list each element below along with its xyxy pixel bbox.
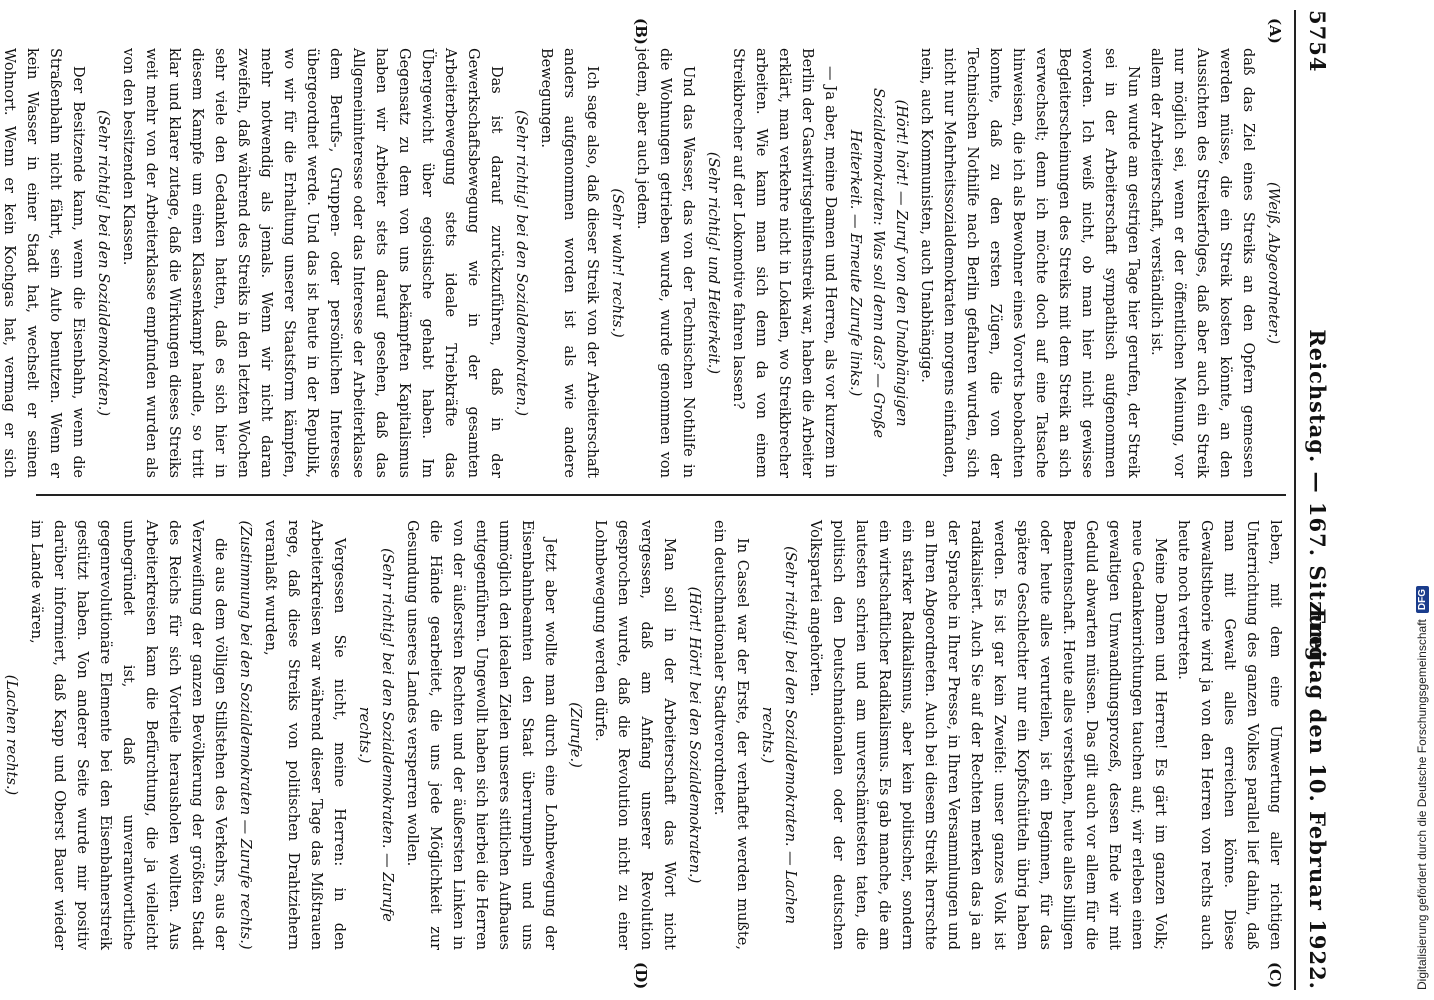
speaker-label: (Weiß, Abgeordneter.) — [1265, 182, 1281, 344]
paragraph: Das ist darauf zurückzuführen, daß in der Gewerkschaftsbewegung wie in der gesamten Arbeiterbewegung stets ideale Triebkräfte das Übergewicht über egoistische gehabt haben. Im Gegensatz zu dem von uns bekämpften Kapitalismus haben wir Arbeiter stets darauf gesehen, daß das Allgemeininteresse oder das Interesse der Arbeiterklasse dem Berufs-, Gruppen- oder persönlichen Interesse übergeordnet werde. Und das ist heute in der Republik, wo wir für die Erhaltung unserer Staatsform kämpfen, mehr notwendig als jemals. Wenn wir nicht daran zweifeln, daß während des Streiks in den letzten Wochen sehr viele den Gedanken hatten, daß es sich hier in diesem Kampfe um einen Klassenkampf handle, so tritt klar und klarer zutage, daß die Wirkungen dieses Streiks weit mehr von der Arbeiterklasse empfunden wurden als von den besitzenden Klassen. — [120, 48, 504, 478]
interjection: (Hört! Hört! bei den Sozialdemokraten.) — [686, 586, 702, 884]
newspaper-page — [1, 0, 1340, 1000]
paragraph: leben, mit dem eine Umwertung aller richtigen Unterrichtung des ganzen Volkes parallel lief dahin, daß man mit Gewalt alles erreichen könne. Diese Gewaltstheorie wird ja von den Herren von rechts auch heute noch vertreten. — [1175, 520, 1283, 950]
dfg-logo: DFG — [1416, 586, 1429, 613]
page-header — [1298, 10, 1332, 990]
interjection: (Sehr wahr! rechts.) — [609, 188, 625, 338]
interjection: (Sehr richtig! und Heiterkeit.) — [705, 151, 721, 375]
page-title: Reichstag. — 167. Sitzung. — [1305, 329, 1330, 671]
header-rule — [1294, 10, 1296, 990]
paragraph: Vergessen Sie nicht, meine Herren: in den Arbeiterkreisen war während dieser Tage das Mißtrauen rege, daß diese Streiks von politischen Drahtziehern veranlaßt wurden, — [262, 520, 347, 950]
paragraph: Meine Damen und Herren! Es gärt im ganzen Volk; neue Gedankenrichtungen tauchen auf; wir erleben einen gewaltigen Umwandlungsprozeß, dessen Ende wir mit Geduld abwarten müssen. Das gilt auch vor allem für die Beamtenschaft. Heute alles verstehen, heute alles billigen oder heute alles verurteilen, ist ein Beginnen, für das spätere Geschlechter nur ein Kopfschütteln übrig haben werden. Es ist gar kein Zweifel: unser ganzes Volk ist radikalisiert. Auch Sie auf der Rechten merken das ja an der Sprache in Ihrer Presse, in Ihren Versammlungen und an Ihren Abgeordneten. Auch bei diesem Streik herrschte ein starker Radikalismus, aber kein politischer, sondern ein wirtschaftlicher Radikalismus. Es gab manche, die am lautesten schrien und am unverschämtesten taten, die politisch den Deutschnationalen oder der deutschen Volkspartei angehörten. — [807, 520, 1168, 950]
page-number: 5754 — [1305, 10, 1330, 73]
paragraph: Nun wurde am gestrigen Tage hier gerufen, der Streik sei in der Arbeiterschaft sympathisch aufgenommen worden. Ich weiß nicht, ob man hier nicht gewisse Begleiterscheinungen des Streiks mit dem Streik an sich verwechselt; denn ich möchte doch auf eine Tatsache hinweisen, die ich als Bewohner eines Vororts beobachten konnte, daß zu den ersten Zügen, die von der Technischen Nothilfe nach Berlin gefahren wurden, sich nicht nur Mehrheitssozialdemokraten morgens einfanden, nein, auch Kommunisten, auch Unabhängige. — [918, 48, 1141, 478]
paragraph: Man soll in der Arbeiterschaft das Wort nicht vergessen, daß am Anfang unserer Revolution gesprochen wurde, daß die Revolution nicht zu einer Lohnbewegung werden dürfe. — [592, 520, 677, 950]
interjection: (Sehr richtig! bei den Sozialdemokraten. — Zurufe rechts.) — [356, 548, 395, 922]
paragraph: die aus dem völligen Stillstehen des Verkehrs, aus der Verzweiflung der ganzen Bevölkerung der größten Stadt des Reichs für sich Vorteile herausholen wollten. Aus Arbeiterkreisen kam die Befürchtung, die ja vielleicht unbegründet ist, daß unverantwortliche gegenrevolutionäre Elemente bei den Eisenbahnerstreik gestützt haben. Von anderer Seite wurde mir positiv darüber informiert, daß Kapp und Oberst Bauer wieder im Lande wären, — [28, 520, 228, 950]
footer-strip — [1406, 0, 1434, 1000]
interjection: (Hört! hört! — Zuruf von den Unabhängigen Sozialdemokraten: Was soll denn das? — Große Heiterkeit. — Erneute Zurufe links.) — [847, 87, 909, 439]
paragraph: — Ja aber, meine Damen und Herren, als vor kurzem in Berlin der Gastwirtsgehilfenstreik war, haben die Arbeiter erklärt, man verkehre nicht in Lokalen, wo Streikbrecher arbeiten. Wie kann man sich denn da von einem Streikbrecher auf der Lokomotive fahren lassen? — [730, 48, 838, 478]
paragraph: In Cassel war der Erste, der verhaftet werden mußte, ein deutschnationaler Stadtverordneter. — [711, 520, 750, 950]
interjection: (Sehr richtig! bei den Sozialdemokraten. — Lachen rechts.) — [759, 546, 798, 924]
footer-credit — [1412, 10, 1432, 990]
margin-mark-a: (A) — [1266, 18, 1284, 44]
paragraph: Und das Wasser, das von der Technischen Nothilfe in die Wohnungen getrieben wurde, wurde genommen von jedem, aber auch jedem. — [634, 48, 696, 478]
column-divider — [36, 494, 1286, 496]
interjection: (Lachen rechts.) — [3, 674, 19, 796]
footer-text: Digitalisierung gefördert durch die Deutsche Forschungsgemeinschaft — [1415, 619, 1429, 990]
text-column-left — [1, 48, 1286, 478]
page-date: Freitag den 10. Februar 1922. — [1305, 608, 1330, 990]
margin-mark-c: (C) — [1266, 962, 1284, 989]
margin-mark-d: (D) — [632, 962, 650, 990]
interjection: (Zustimmung bei den Sozialdemokraten — Zurufe rechts.) — [237, 520, 253, 950]
interjection: (Sehr richtig! bei den Sozialdemokraten.) — [513, 109, 529, 417]
text-column-right — [3, 520, 1286, 950]
paragraph: Der Besitzende kann, wenn die Eisenbahn, wenn die Straßenbahn nicht fährt, sein Auto benutzen. Wenn er kein Wasser in einer Stadt hat, wechselt er seinen Wohnort. Wenn er kein Kochgas hat, vermag er sich — [1, 48, 86, 478]
interjection: (Sehr richtig! bei den Sozialdemokraten.) — [95, 109, 111, 417]
paragraph: Jetzt aber wollte man durch eine Lohnbewegung der Eisenbahnbeamten den Staat überrumpeln und uns unmöglich den idealen Zielen unseres sittlichen Aufbaues entgegenführen. Ungewollt haben sich hierbei die Herren von der äußersten Rechten und der äußersten Linken in die Hände gearbeitet, die uns jede Möglichkeit zur Gesundung unseres Landes versperren wollen. — [404, 520, 558, 950]
margin-mark-b: (B) — [632, 18, 650, 45]
paragraph: Ich sage also, daß dieser Streik von der Arbeiterschaft anders aufgenommen worden ist als wie andere Bewegungen. — [538, 48, 600, 478]
paragraph: daß das Ziel eines Streiks an den Opfern gemessen werden müsse, die ein Streik kosten könnte, an den Aussichten des Streikerfolges, daß aber auch ein Streik nur möglich sei, wenn er der öffentlichen Meinung, vor allem der Arbeiterschaft, verständlich ist. — [1148, 48, 1256, 478]
interjection: (Zurufe.) — [567, 702, 583, 768]
